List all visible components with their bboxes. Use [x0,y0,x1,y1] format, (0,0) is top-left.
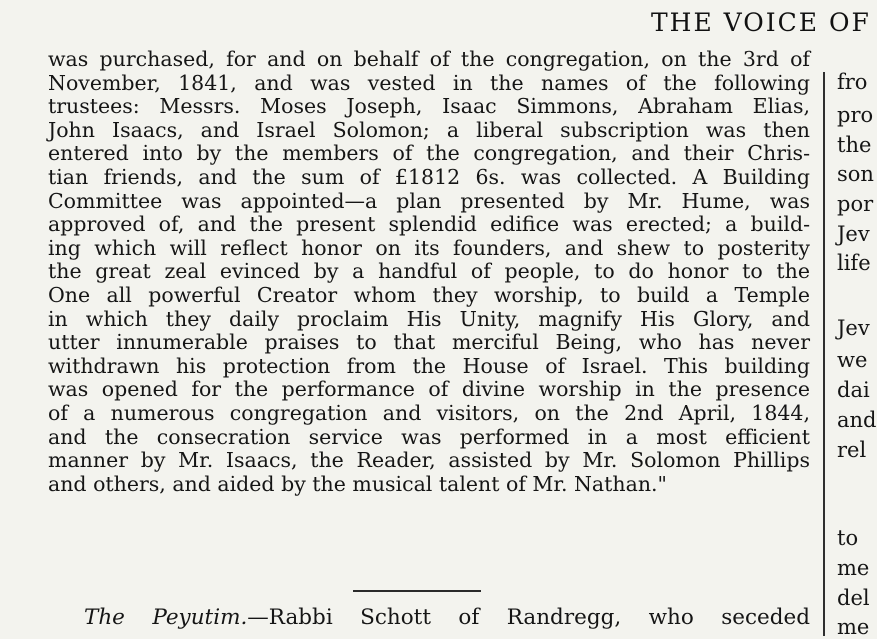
right-column-fragment: to [837,526,859,550]
right-column-fragment: por [837,192,874,216]
text-line: November, 1841, and was vested in the names of the following [48,70,810,95]
text-line: John Isaacs, and Israel Solomon; a liberal subscription was then [48,117,810,142]
text-line: of a numerous congregation and visitors, on the 2nd April, 1844, [48,400,810,425]
right-column-fragment: me [837,615,870,639]
text-line: ing which will reflect honor on its founders, and shew to posterity [48,235,810,260]
text-line: approved of, and the present splendid edifice was erected; a build- [48,212,810,237]
right-column-fragment: fro [837,70,868,94]
text-line: withdrawn his protection from the House of Israel. This building [48,353,810,378]
running-head: THE VOICE OF [651,8,871,37]
text-line: was opened for the performance of divine worship in the presence [48,377,810,402]
text-line: utter innumerable praises to that merciful Being, who has never [48,330,810,355]
text-line: in which they daily proclaim His Unity, magnify His Glory, and [48,306,810,331]
text-line: and others, and aided by the musical talent of Mr. Nathan." [48,471,667,496]
text-line: trustees: Messrs. Moses Joseph, Isaac Simmons, Abraham Elias, [48,94,810,119]
next-paragraph [84,604,810,632]
main-column [48,48,810,496]
section-rule [353,590,481,592]
text-line: Committee was appointed—a plan presented by Mr. Hume, was [48,188,810,213]
paragraph-lead: The Peyutim. [84,605,248,630]
text-line: entered into by the members of the congregation, and their Chris- [48,141,810,166]
text-line: manner by Mr. Isaacs, the Reader, assisted by Mr. Solomon Phillips [48,448,810,473]
text-line: One all powerful Creator whom they worship, to build a Temple [48,282,810,307]
text-line: tian friends, and the sum of £1812 6s. was collected. A Building [48,164,810,189]
right-column-fragment: rel [837,438,867,462]
text-line: was purchased, for and on behalf of the congregation, on the 3rd of [48,47,810,71]
right-column-fragment: del [837,586,870,610]
right-column-fragment: and [837,408,877,432]
column-divider [823,72,825,636]
right-column-fragment: son [837,162,874,186]
right-column-fragment: Jev [837,316,870,340]
right-column-fragment: we [837,348,868,372]
right-column-fragment: me [837,556,870,580]
right-column-fragment: Jev [837,222,870,246]
paragraph-text: —Rabbi Schott of Randregg, who seceded [247,605,810,630]
right-column-fragment: life [837,251,871,275]
text-line: the great zeal evinced by a handful of people, to do honor to the [48,259,810,284]
right-column-fragment: dai [837,378,870,402]
text-line: and the consecration service was performed in a most efficient [48,424,810,449]
right-column-fragment: the [837,133,872,157]
right-column-fragment: pro [837,103,874,127]
